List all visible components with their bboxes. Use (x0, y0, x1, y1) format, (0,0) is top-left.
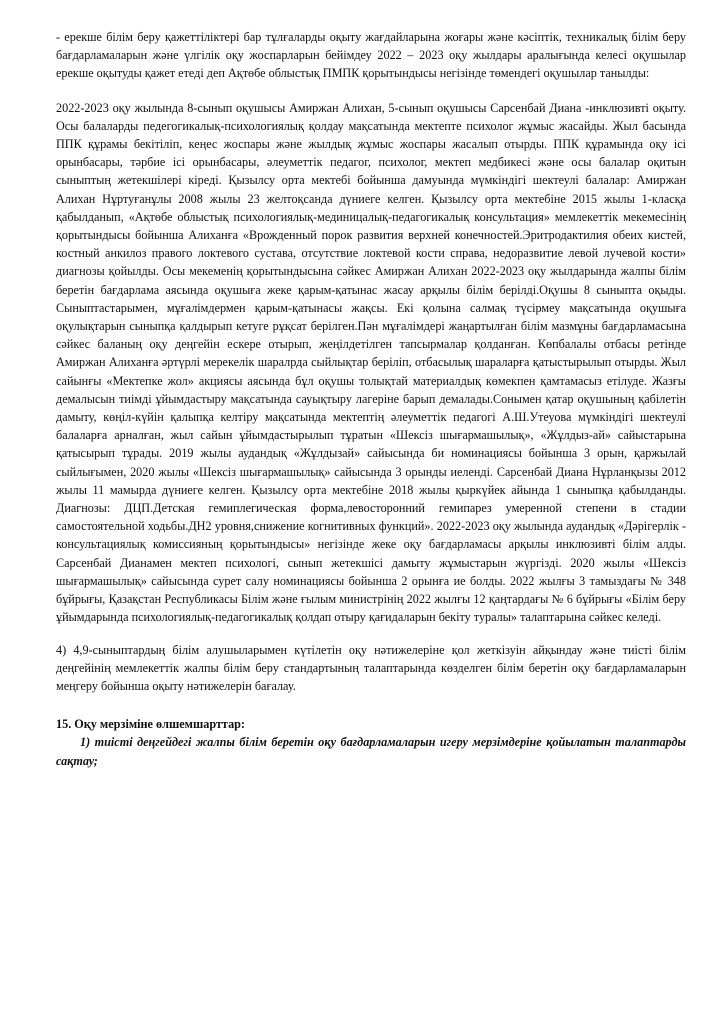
section-heading: 15. Оқу мерзіміне өлшемшарттар: (56, 717, 245, 732)
assessment-paragraph: 4) 4,9-сыныптардың білім алушыларымен күтілетін оқу нәтижелеріне қол жеткізуін айқындау және тиісті білім деңгейінің мемлекеттік жалпы білім беру стандартының талаптарында көзделген білім беретін оқу бағдарламаларын меңгеру бойынша оқыту нәтижелерін бағалау. (56, 642, 686, 693)
criteria-item: 1) тиісті деңгейдегі жалпы білім беретін оқу бағдарламаларын игеру мерзімдеріне қойылатын талаптарды сақтау; (56, 735, 686, 768)
intro-paragraph: - ерекше білім беру қажеттіліктері бар тұлғаларды оқыту жағдайларына жоғары және кәсіптік, техникалық білім беру бағдарламаларын және үлгілік оқу жоспарларын бейімдеу 2022 – 2023 оқу жылдары аралығында келесі оқушылар ерекше оқытуды қажет етеді деп Ақтөбе облыстық ПМПК қорытындысы негізінде төмендегі оқушылар танылды: (56, 30, 686, 81)
document-page (56, 28, 686, 770)
inclusive-students-paragraph: 2022-2023 оқу жылында 8-сынып оқушысы Амиржан Алихан, 5-сынып оқушысы Сарсенбай Диана -инклюзивті оқыту. Осы балаларды педегогикалық-психологиялық қолдау мақсатында мектепте психолог жұмыс жасайды. Жыл басында ППК құрамы бекітіліп, кеңес жоспары және жылдық жұмыс жоспары жасалып отырды. ППК құрамында оқу ісі орынбасары, тәрбие ісі орынбасары, әлеуметтік педагог, психолог, мектеп медбикесі және осы балалар оқитын сыныптың жетекшілері кіреді. Қызылсу орта мектебі бойынша дамуында мүмкіндігі шектеулі балалар: Амиржан Алихан Нұртуғанұлы 2008 жылы 23 желтоқсанда дүниеге келген. Қызылсу орта мектебіне 2015 жылы 1-класқа қабылданып, «Ақтөбе облыстық психологиялық-мединицалық-педагогикалық консультация» мемлекеттік мекемесінің қорытындысы бойынша Алиханға «Врожденный порок развития верхней конечностей.Эритродактилия обеих кистей, костный анкилоз правого локтевого сустава, отсутствие локтевой кости справа, недоразвитие левой лучевой кости» диагнозы қойылды. Осы мекеменің қорытындысына сәйкес Амиржан Алихан 2022-2023 оқу жылдарында жалпы білім беретін бағдарлама аясында оқушыға жеке қарым-қатынас жасау арқылы білім берілді.Оқушы 8 сыныпта оқыды. Сыныптастарымен, мұғалімдермен қарым-қатынасы жақсы. Екі қолына салмақ түсірмеу мақсатында оқушыға оқулықтарын сыныпқа қалдырып кетуге рұқсат берілген.Пән мұғалімдері жаңартылған білім мазмұны бағдарламасына сәйкес баланың оқу деңгейін ескере отырып, жеңілдетілген тапсырмалар қолданған. Көпбалалы отбасы ретінде Амиржан Алиханға әртүрлі мерекелік шаралрда сыйлықтар беріліп, отбасылық шараларға қатыстырылып отырды. Жыл сайынғы «Мектепке жол» акциясы аясында бұл оқушы толықтай материалдық көмекпен қамтамасыз етілуде. Жазғы демалысын тиімді ұйымдастыру мақсатында сауықтыру лагеріне барып демалады.Сонымен қатар оқушының қабілетін дамыту, көңіл-күйін қалыпқа келтіру мақсатында мектептің әлеуметтік педагогі А.Ш.Утеуова мүмкіндігі шектеулі балаларға арналған, жыл сайын ұйымдастырылып тұратын «Шексіз шығармашылық», «Жұлдыз-ай» сайыстарына қатысырып тұрады. 2019 жылы аудандық «Жұлдызай» сайысында би номинациясы бойынша 3 орын, қаржылай сыйлығымен, 2020 жылы «Шексіз шығармашылық» сайысында 3 орынды иеленді. Сарсенбай Диана Нұрланқызы 2012 жылы 11 мамырда дүниеге келген. Қызылсу орта мектебіне 2018 жылы қыркүйек айында 1 сыныпқа қабылданды. Диагнозы: ДЦП.Детская гемиплегическая форма,левосторонний гемипарез умеренной степени в стадии самостоятельной ходьбы.ДН2 уровня,снижение когнитивных функций». 2022-2023 оқу жылында аудандық «Дәрігерлік - консультациялық комиссияның қорытындысы» негізінде жеке оқу бағдарламасы арқылы инклюзивті білім алды. Сарсенбай Дианамен мектеп психологі, сынып жетекшісі дамыту жұмыстарын жүргізді. 2020 жылы «Шексіз шығармашылық» сайысында сурет салу номинациясы бойынша 2 орынға ие болды. 2022 жылғы 3 тамыздағы № 348 бұйрығы, Қазақстан Республикасы Білім және ғылым министрінің 2022 жылғы 12 қаңтардағы № 6 бұйрығы «Білім беру ұйымдарында психологиялық-педагогикалық қолдап отыру қағидаларын бекіту туралы» талаптарына сәйкес келеді. (56, 100, 686, 625)
